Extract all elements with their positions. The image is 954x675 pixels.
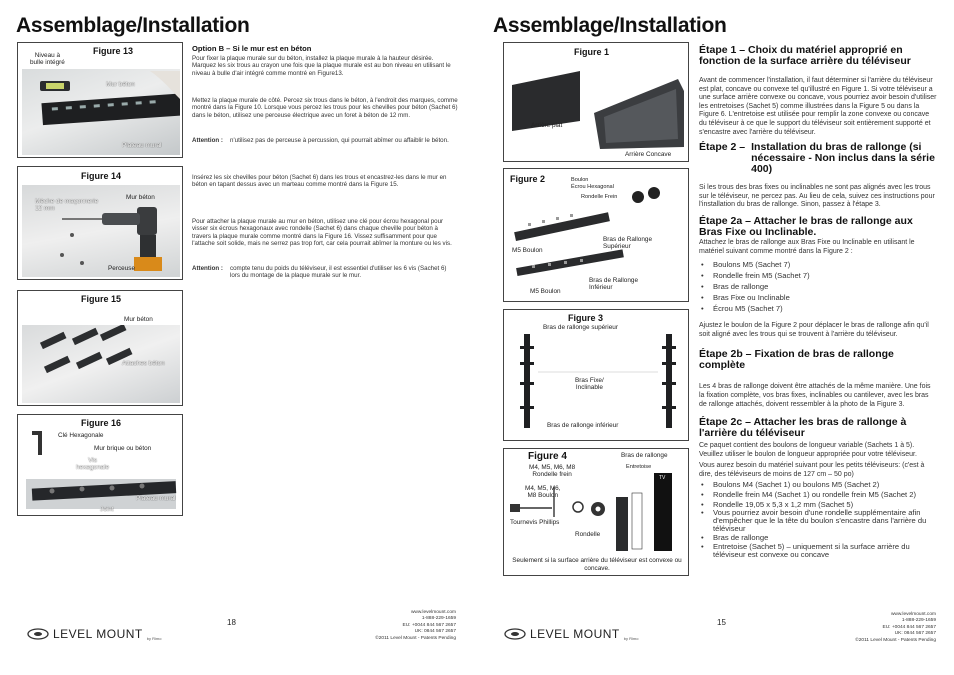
figure-13	[17, 42, 183, 158]
step-2b-title: Étape 2b – Fixation de bras de rallonge complète	[699, 348, 894, 372]
right-contact	[840, 612, 936, 644]
figure-16-title: Figure 16	[81, 418, 122, 428]
list-item: • Boulons M5 (Sachet 7)	[699, 259, 937, 270]
fig3-middle-label: Bras Fixe/ Inclinable	[575, 377, 604, 391]
fig4-screwdriver-label: Tournevis Phillips	[510, 519, 560, 526]
step-2a-text-2: Ajustez le boulon de la Figure 2 pour déplacer le bras de rallonge afin qu'il soit aligné avec les trous qui se trouvent à l'arrière du téléviseur.	[699, 322, 929, 338]
left-logo	[27, 627, 161, 641]
fig3-top-label: Bras de rallonge supérieur	[543, 324, 618, 331]
step-2a-text: Attachez le bras de rallonge aux Bras Fixe ou Inclinable en utilisant le matériel suivant comme montré dans la Figure 2 :	[699, 238, 915, 255]
figure-15	[17, 290, 183, 406]
right-page-title: Assemblage/Installation	[493, 14, 727, 37]
fig4-arm-label: Bras de rallonge	[621, 452, 668, 459]
list-item: • Écrou M5 (Sachet 7)	[699, 303, 937, 314]
figure-4-title: Figure 4	[528, 451, 567, 462]
fig4-caption: Seulement si la surface arrière du téléviseur est convexe ou concave.	[512, 557, 682, 572]
left-logo-text: LEVEL MOUNT	[53, 627, 143, 641]
attention-2-text: compte tenu du poids du téléviseur, il est essentiel d'utiliser les 6 vis (Sachet 6) lors du montage de la plaque murale sur le mur.	[230, 265, 447, 280]
right-text-column	[699, 45, 937, 559]
fig2-bras-top-label: Bras de Rallonge Supérieur	[603, 236, 653, 250]
fig13-wall-label: Mur béton	[106, 81, 135, 88]
fig3-bottom-label: Bras de rallonge inférieur	[547, 422, 619, 429]
figure-1	[503, 42, 689, 162]
list-item: • Rondelle 19,05 x 5,3 x 1,2 mm (Sachet 5)	[699, 500, 937, 510]
step-2-title-text: Installation du bras de rallonge (si nécessaire - Non inclus dans la série 400)	[751, 141, 935, 176]
para-1: Pour fixer la plaque murale sur du béton, installez la plaque murale à la hauteur désirée. Marquez les six trous au crayon une fois que la plaque murale est au bon niveau en utilisant le niveau à bulle d'air intégré comme montré en Figure13.	[192, 55, 451, 77]
list-item: • Rondelle frein M4 (Sachet 1) ou rondelle frein M5 (Sachet 2)	[699, 490, 937, 500]
fig16-plate-label: Plateau mural	[136, 495, 176, 502]
right-contact-uk: UK: 0844 567 2657	[894, 631, 936, 637]
fig4-bolts2-label: M4, M5, M6, M8 Boulon	[525, 485, 561, 499]
fig4-tv-label: TV	[659, 475, 666, 481]
fig4-drawing	[508, 473, 686, 551]
attention-2-label: Attention :	[192, 265, 223, 272]
step-2c-text-2: Vous aurez besoin du matériel suivant pour les petits téléviseurs: (c'est à dire, des téléviseurs de moins de 127 cm – 50 po)	[699, 462, 925, 478]
left-contact-eu: EU: +0044 844 567 2657	[402, 622, 456, 628]
level-mount-logo-icon	[27, 628, 49, 640]
para-2: Mettez la plaque murale de côté. Percez six trous dans le béton, à l'endroit des marques, comme montré dans la Figure 10. Lorsque vous percez les trous pour les chevilles pour béton (Sachet 6) dans le béton, utilisez une perceuse électrique avec un foret à béton de 12 mm.	[192, 97, 458, 119]
figure-3-title: Figure 3	[568, 313, 604, 323]
left-contact-copyright: ©2011 Level Mount - Patents Pending	[375, 635, 456, 641]
right-contact-copyright: ©2011 Level Mount - Patents Pending	[855, 637, 936, 643]
fig13-plate-label: Plateau mural	[122, 142, 162, 149]
fig15-anchors-label: Attaches béton	[122, 360, 165, 367]
right-page-number: 15	[717, 618, 726, 627]
level-label: Niveau à bulle intégré	[30, 52, 65, 66]
fig2-rondelle-label: Rondelle Frein	[581, 194, 618, 200]
step-1-title: Étape 1 – Choix du matériel approprié en fonction de la surface arrière du téléviseur	[699, 44, 911, 67]
figure-3	[503, 309, 689, 441]
fig14-drill-label: Perceuse	[108, 265, 135, 272]
fig2-boulon-label: Boulon Écrou Hexagonal	[571, 177, 614, 190]
figure-2-title: Figure 2	[510, 174, 546, 184]
figure-13-title: Figure 13	[93, 46, 134, 56]
right-contact-eu: EU: +0044 844 567 2657	[882, 624, 936, 630]
left-contact-web: www.levelmount.com	[410, 610, 456, 615]
fig4-rondelle-label: Rondelle	[575, 531, 601, 538]
left-text-column	[192, 44, 458, 77]
step-2a-list	[699, 259, 937, 314]
step-2-text: Si les trous des bras fixes ou inclinables ne sont pas alignés avec les trous sur le téléviseur, ne percez pas. Au lieu de cela, suivez ces instructions pour l'installation du bras de rallonge. Sinon, passez à l'étape 3.	[699, 184, 935, 209]
right-logo-sub: by Rimo	[623, 635, 639, 641]
level-mount-logo-icon	[504, 628, 526, 640]
list-item: • Entretoise (Sachet 5) – uniquement si la surface arrière du téléviseur est convexe ou concave	[699, 543, 937, 559]
fig1-flat-label: Arrière plat	[531, 122, 563, 129]
left-page-number: 18	[227, 618, 236, 627]
figure-2	[503, 168, 689, 302]
fig14-bit-label: Mèche de maçonnerie 12 mm	[35, 198, 99, 212]
figure-16	[17, 414, 183, 516]
fig2-m5-bottom-label: M5 Boulon	[530, 288, 561, 295]
fig15-wall-label: Mur béton	[124, 316, 153, 323]
para-4: Pour attacher la plaque murale au mur en béton, utilisez une clé pour écrou hexagonal pour visser six écrous hexagonaux avec rondelle (Sachet 6) dans chaque cheville pour béton à travers la plaque murale comme montré dans la Figure 16. Vissez suffisamment pour que l'attache soit solide, mais ne serrez pas trop fort, car cela pourrait abîmer la monture ou les vis.	[192, 218, 452, 248]
left-contact-uk: UK: 0844 567 2657	[414, 629, 456, 635]
left-logo-sub: by Rimo	[146, 635, 162, 641]
attention-1	[192, 137, 458, 144]
figure-15-title: Figure 15	[81, 294, 122, 304]
fig16-hex-key-label: Clé Hexagonale	[58, 432, 104, 439]
list-item: • Vous pourriez avoir besoin d'une rondelle supplémentaire afin d'empêcher que le la tête du boulon s'encastre dans l'arrière du téléviseur	[699, 509, 937, 533]
list-item: • Rondelle frein M5 (Sachet 7)	[699, 270, 937, 281]
fig1-drawing	[508, 61, 686, 157]
fig4-spacer-label: Entretoise	[626, 464, 652, 470]
step-2-prefix: Étape 2 –	[699, 141, 746, 154]
left-page-title: Assemblage/Installation	[16, 14, 250, 37]
fig16-screw-label: Vis hexagonale	[76, 457, 110, 471]
step-2c-list	[699, 480, 937, 558]
fig16-wall-label: Mur brique ou béton	[94, 445, 152, 452]
right-logo	[504, 627, 638, 641]
attention-1-label: Attention :	[192, 137, 223, 144]
step-2b-text: Les 4 bras de rallonge doivent être attachés de la même manière. Une fois la fixation complète, vos bras fixes, inclinables ou cantilever, avec les bras de rallonge attachés, doivent ressembler à la photo de la Figure 3.	[699, 383, 931, 408]
fig4-bolts-label: M4, M5, M6, M8 Rondelle frein	[529, 464, 576, 478]
right-contact-web: www.levelmount.com	[890, 612, 936, 617]
figure-14	[17, 166, 183, 280]
step-2c-text: Ce paquet contient des boulons de longueur variable (Sachets 1 à 5). Veuillez utiliser le boulon de longueur appropriée pour votre téléviseur.	[699, 442, 917, 458]
right-logo-text: LEVEL MOUNT	[530, 627, 620, 641]
right-contact-phone: 1-888-229-1659	[901, 618, 936, 624]
left-contact-phone: 1-888-229-1659	[421, 616, 456, 622]
fig1-concave-label: Arrière Concave	[625, 151, 672, 158]
fig14-wall-label: Mur béton	[126, 194, 155, 201]
list-item: • Bras Fixe ou Inclinable	[699, 292, 937, 303]
fig16-joint-label: Joint	[100, 506, 114, 513]
step-1-text: Avant de commencer l'installation, il faut déterminer si l'arrière du téléviseur est plat, concave ou convexe tel qu'illustré en Figure 1. Si votre téléviseur a une surface arrière convexe ou concave, vous pourriez avoir besoin d'utiliser les entretoises (Sachet 5) comme illustrées dans la Figure 5 ou dans la Figure 6. L'entretoise est utilisée pour remplir la zone convexe ou concave du téléviseur à ce que le support du téléviseur soit entièrement supporté et s'encastre avec l'arrière du téléviseur.	[699, 77, 937, 136]
para-3: Insérez les six chevilles pour béton (Sachet 6) dans les trous et encastrez-les dans le mur en béton en tapant dessus avec un marteau comme montré dans la Figure 15.	[192, 174, 447, 189]
attention-1-text: n'utilisez pas de perceuse à percussion, qui pourrait abîmer ou affaiblir le béton.	[230, 137, 449, 144]
left-contact	[360, 610, 456, 642]
step-2-title	[699, 142, 937, 175]
fig2-bras-bottom-label: Bras de Rallonge Inférieur	[589, 277, 639, 291]
fig2-m5-top-label: M5 Boulon	[512, 247, 543, 254]
step-2a-title: Étape 2a – Attacher le bras de rallonge aux Bras Fixe ou Inclinable.	[699, 214, 913, 238]
attention-2	[192, 265, 458, 280]
step-2c-title: Étape 2c – Attacher les bras de rallonge à l'arrière du téléviseur	[699, 416, 907, 440]
figure-1-title: Figure 1	[574, 47, 610, 57]
option-b-title: Option B – Si le mur est en béton	[192, 44, 312, 53]
figure-14-title: Figure 14	[81, 171, 122, 181]
list-item: • Bras de rallonge	[699, 533, 937, 543]
list-item: • Boulons M4 (Sachet 1) ou boulons M5 (Sachet 2)	[699, 480, 937, 490]
list-item: • Bras de rallonge	[699, 281, 937, 292]
figure-4	[503, 448, 689, 576]
